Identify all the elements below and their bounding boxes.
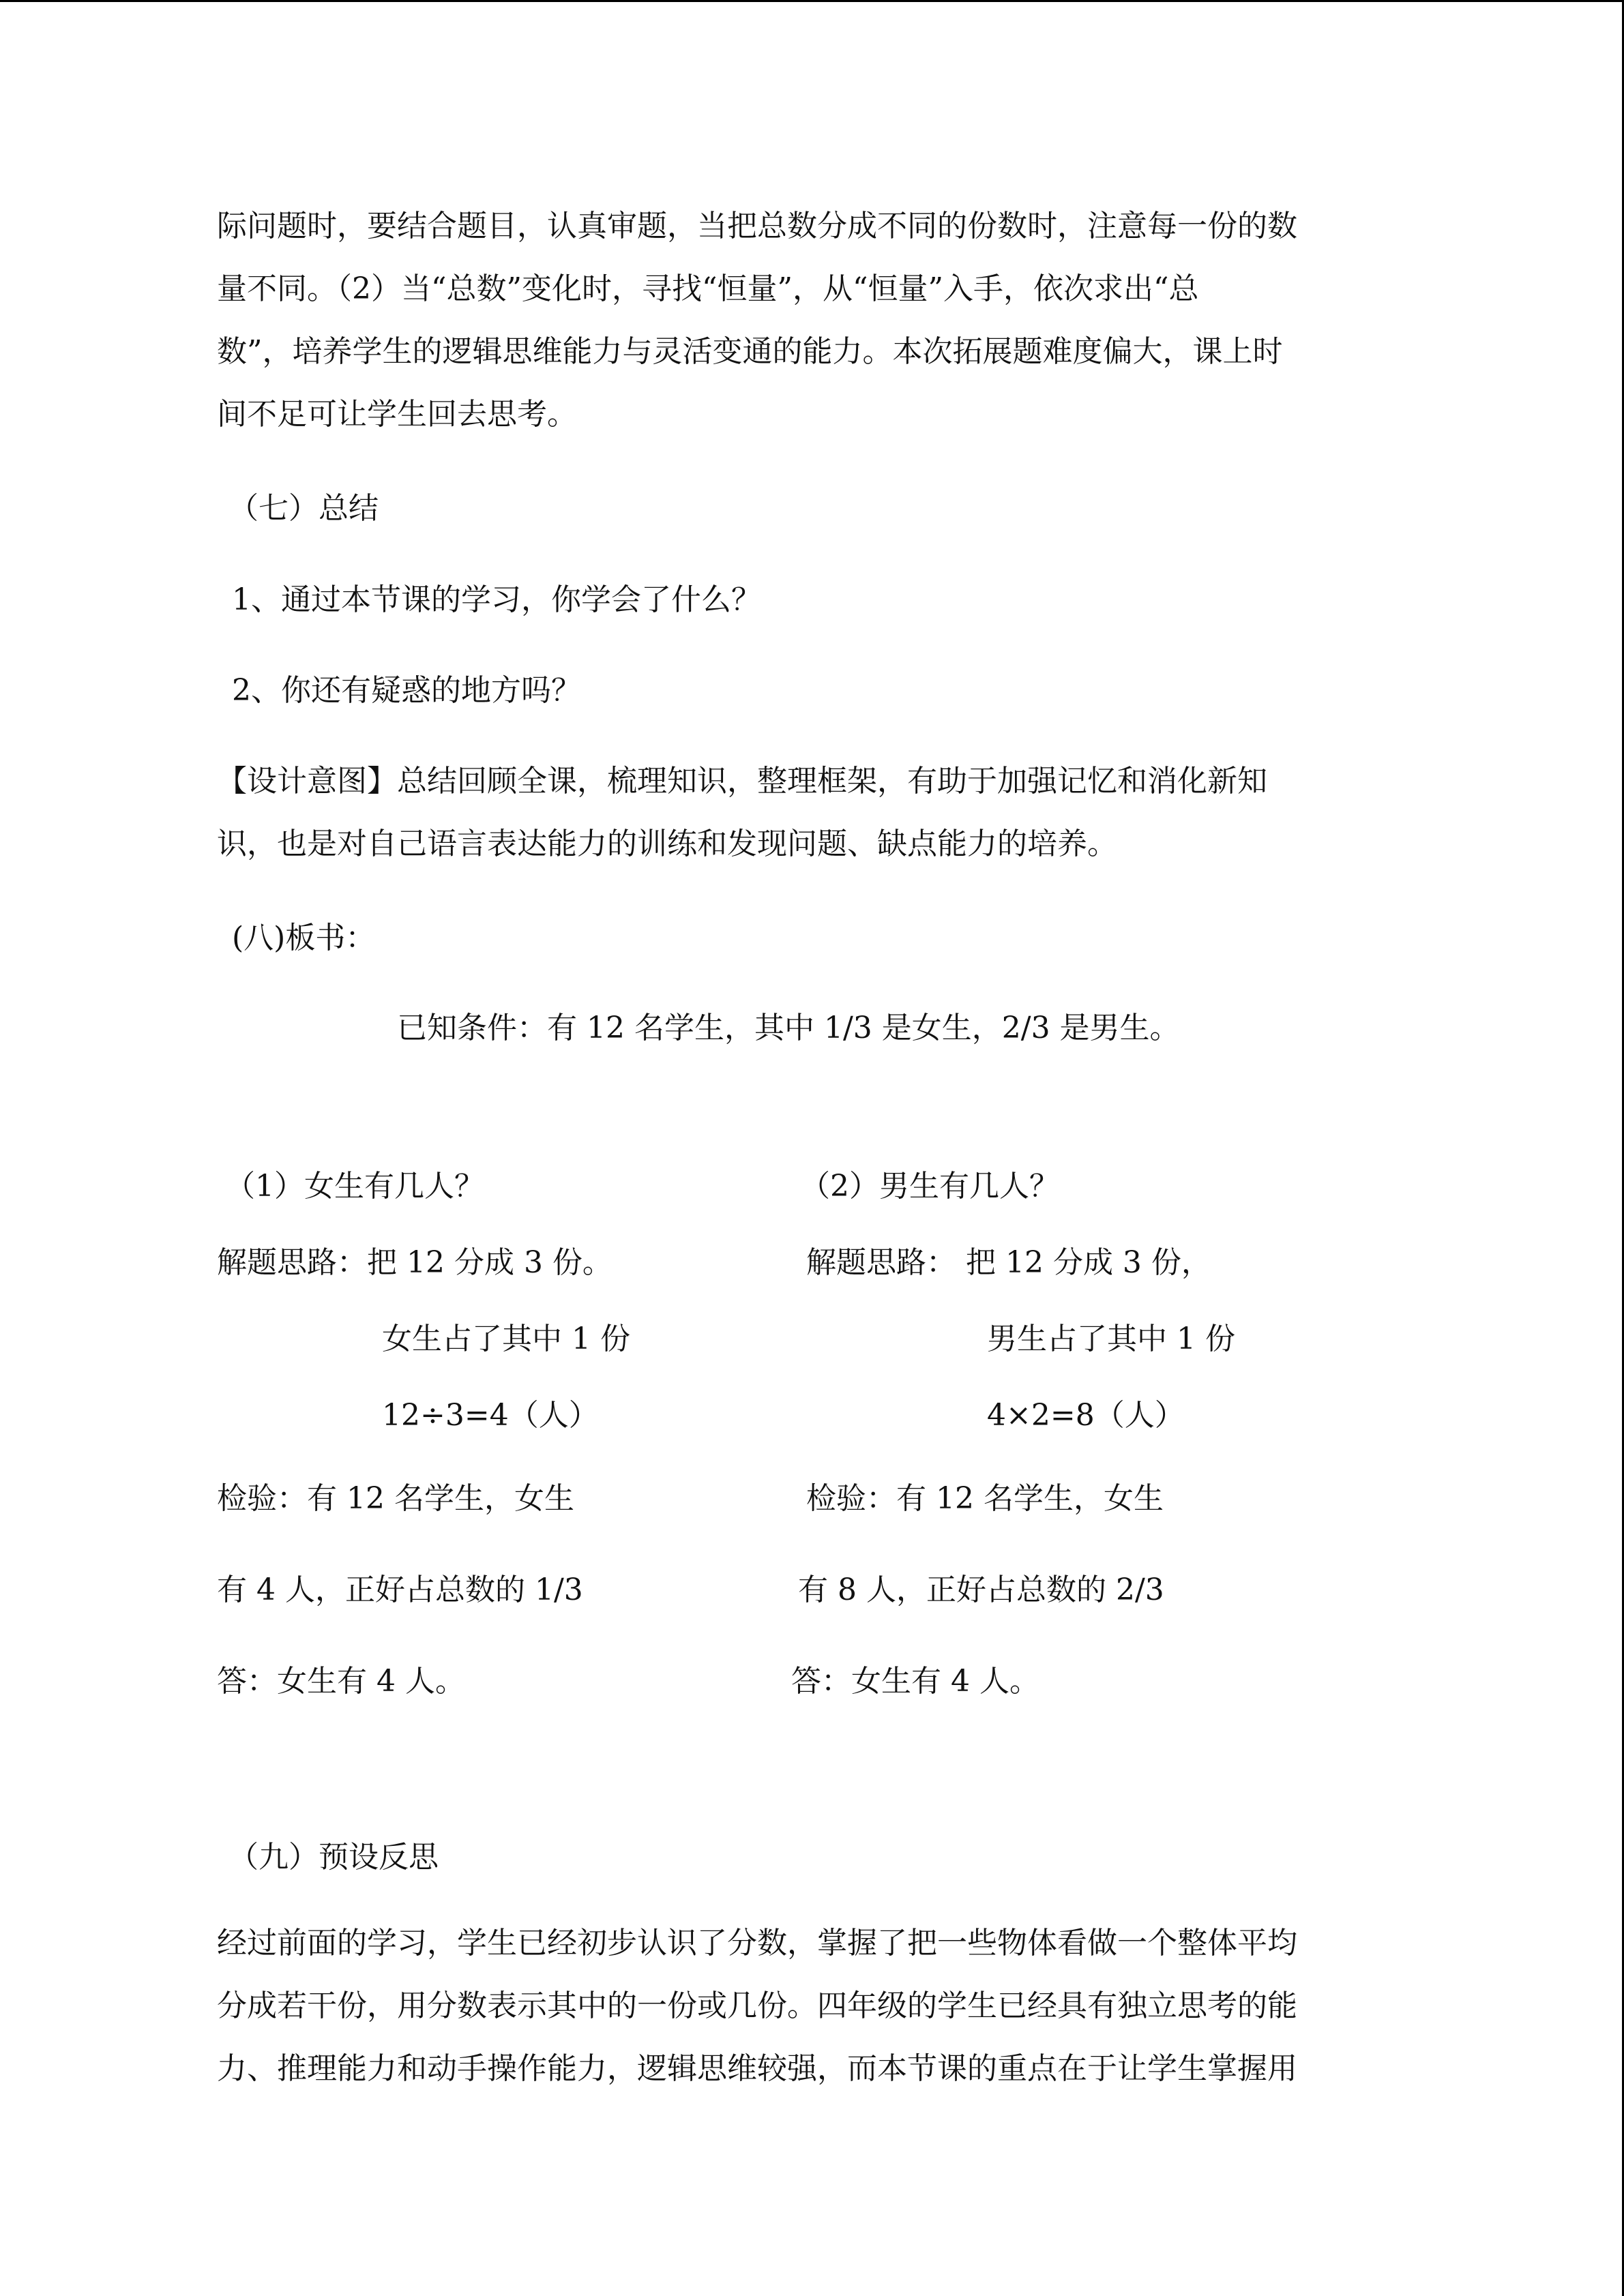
reflection-heading: （九）预设反思 — [228, 1840, 439, 1875]
summary-question-1: 1、通过本节课的学习，你学会了什么？ — [232, 582, 761, 617]
design-intent-line: 识，也是对自己语言表达能力的训练和发现问题、缺点能力的培养。 — [217, 826, 1117, 861]
left-step-2: 12÷3=4（人） — [382, 1398, 599, 1433]
page-top-border — [0, 0, 1624, 2]
left-solution-idea: 解题思路：把 12 分成 3 份。 — [217, 1245, 612, 1280]
design-intent-line: 【设计意图】总结回顾全课，梳理知识，整理框架，有助于加强记忆和消化新知 — [217, 764, 1267, 799]
right-question: （2）男生有几人？ — [800, 1169, 1059, 1204]
reflection-line: 力、推理能力和动手操作能力，逻辑思维较强，而本节课的重点在于让学生掌握用 — [217, 2051, 1297, 2086]
intro-line: 数”，培养学生的逻辑思维能力与灵活变通的能力。本次拓展题难度偏大，课上时 — [217, 334, 1283, 369]
right-check-1: 检验：有 12 名学生，女生 — [806, 1481, 1164, 1516]
reflection-line: 经过前面的学习，学生已经初步认识了分数，掌握了把一些物体看做一个整体平均 — [217, 1926, 1297, 1960]
summary-question-2: 2、你还有疑惑的地方吗？ — [232, 673, 581, 708]
reflection-line: 分成若干份，用分数表示其中的一份或几份。四年级的学生已经具有独立思考的能 — [217, 1988, 1297, 2023]
left-check-1: 检验：有 12 名学生，女生 — [217, 1481, 574, 1516]
intro-line: 间不足可让学生回去思考。 — [217, 397, 577, 432]
right-answer: 答：女生有 4 人。 — [791, 1664, 1039, 1699]
left-question: （1）女生有几人？ — [225, 1169, 484, 1204]
right-check-2: 有 8 人，正好占总数的 2/3 — [798, 1572, 1164, 1607]
right-step-1: 男生占了其中 1 份 — [987, 1322, 1235, 1356]
right-step-2: 4×2=8（人） — [987, 1398, 1185, 1433]
right-solution-idea: 解题思路： 把 12 分成 3 份， — [806, 1245, 1211, 1280]
board-condition: 已知条件：有 12 名学生，其中 1/3 是女生，2/3 是男生。 — [397, 1011, 1180, 1045]
left-step-1: 女生占了其中 1 份 — [382, 1322, 630, 1356]
summary-heading: （七）总结 — [228, 491, 379, 526]
left-check-2: 有 4 人，正好占总数的 1/3 — [217, 1572, 583, 1607]
intro-line: 际问题时，要结合题目，认真审题，当把总数分成不同的份数时，注意每一份的数 — [217, 209, 1297, 243]
left-answer: 答：女生有 4 人。 — [217, 1664, 465, 1699]
intro-line: 量不同。（2）当“总数”变化时，寻找“恒量”，从“恒量”入手，依次求出“总 — [217, 271, 1199, 306]
board-heading: (八)板书： — [232, 921, 376, 955]
